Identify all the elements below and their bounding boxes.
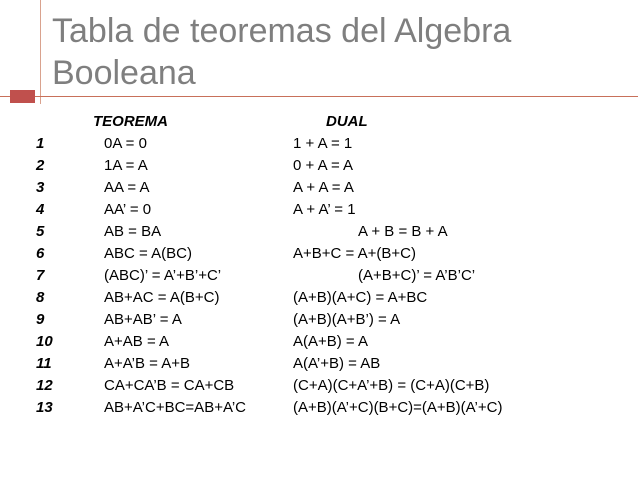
row-dual: (A+B)(A+C) = A+BC (293, 289, 428, 306)
table-row (0, 311, 638, 333)
row-number: 12 (36, 377, 53, 394)
table-row (0, 157, 638, 179)
row-number: 6 (36, 245, 45, 262)
row-teorema: CA+CA’B = CA+CB (104, 377, 235, 394)
table-row (0, 399, 638, 421)
table-header-row (0, 113, 638, 135)
row-dual: (A+B+C)’ = A’B’C’ (358, 267, 476, 284)
table-row (0, 289, 638, 311)
row-teorema: (ABC)’ = A’+B’+C’ (104, 267, 222, 284)
row-number: 11 (36, 355, 52, 372)
row-dual: (C+A)(C+A’+B) = (C+A)(C+B) (293, 377, 490, 394)
row-number: 10 (36, 333, 53, 350)
header-dual: DUAL (326, 113, 368, 130)
row-dual: A + A’ = 1 (293, 201, 356, 218)
table-row (0, 245, 638, 267)
row-teorema: A+AB = A (104, 333, 170, 350)
table-row (0, 267, 638, 289)
row-number: 4 (36, 201, 45, 218)
accent-horizontal-rule (0, 96, 638, 97)
table-row (0, 179, 638, 201)
accent-block (10, 90, 35, 103)
row-number: 13 (36, 399, 53, 416)
table-row (0, 201, 638, 223)
row-dual: A(A’+B) = AB (293, 355, 381, 372)
table-row (0, 377, 638, 399)
row-number: 1 (36, 135, 45, 152)
row-dual: 1 + A = 1 (293, 135, 353, 152)
row-teorema: AB = BA (104, 223, 162, 240)
row-number: 8 (36, 289, 45, 306)
table-row (0, 223, 638, 245)
table-row (0, 355, 638, 377)
row-number: 2 (36, 157, 45, 174)
slide-title-line2: Booleana (52, 54, 196, 92)
row-teorema: AA = A (104, 179, 150, 196)
slide-title (52, 10, 612, 94)
table-row (0, 135, 638, 157)
row-dual: 0 + A = A (293, 157, 354, 174)
row-dual: A + A = A (293, 179, 354, 196)
row-teorema: 1A = A (104, 157, 148, 174)
row-number: 9 (36, 311, 45, 328)
row-dual: A + B = B + A (358, 223, 448, 240)
row-number: 5 (36, 223, 45, 240)
row-teorema: AA’ = 0 (104, 201, 152, 218)
table-row (0, 333, 638, 355)
row-number: 3 (36, 179, 45, 196)
row-teorema: AB+AC = A(B+C) (104, 289, 220, 306)
header-teorema: TEOREMA (93, 113, 168, 130)
row-dual: (A+B)(A’+C)(B+C)=(A+B)(A’+C) (293, 399, 503, 416)
slide-title-line1: Tabla de teoremas del Algebra (52, 12, 512, 50)
row-teorema: ABC = A(BC) (104, 245, 192, 262)
row-dual: A(A+B) = A (293, 333, 369, 350)
row-teorema: 0A = 0 (104, 135, 147, 152)
row-teorema: A+A’B = A+B (104, 355, 191, 372)
row-teorema: AB+A’C+BC=AB+A’C (104, 399, 247, 416)
row-dual: (A+B)(A+B’) = A (293, 311, 401, 328)
row-number: 7 (36, 267, 45, 284)
accent-vertical-rule (40, 0, 41, 104)
row-dual: A+B+C = A+(B+C) (293, 245, 416, 262)
row-teorema: AB+AB’ = A (104, 311, 182, 328)
